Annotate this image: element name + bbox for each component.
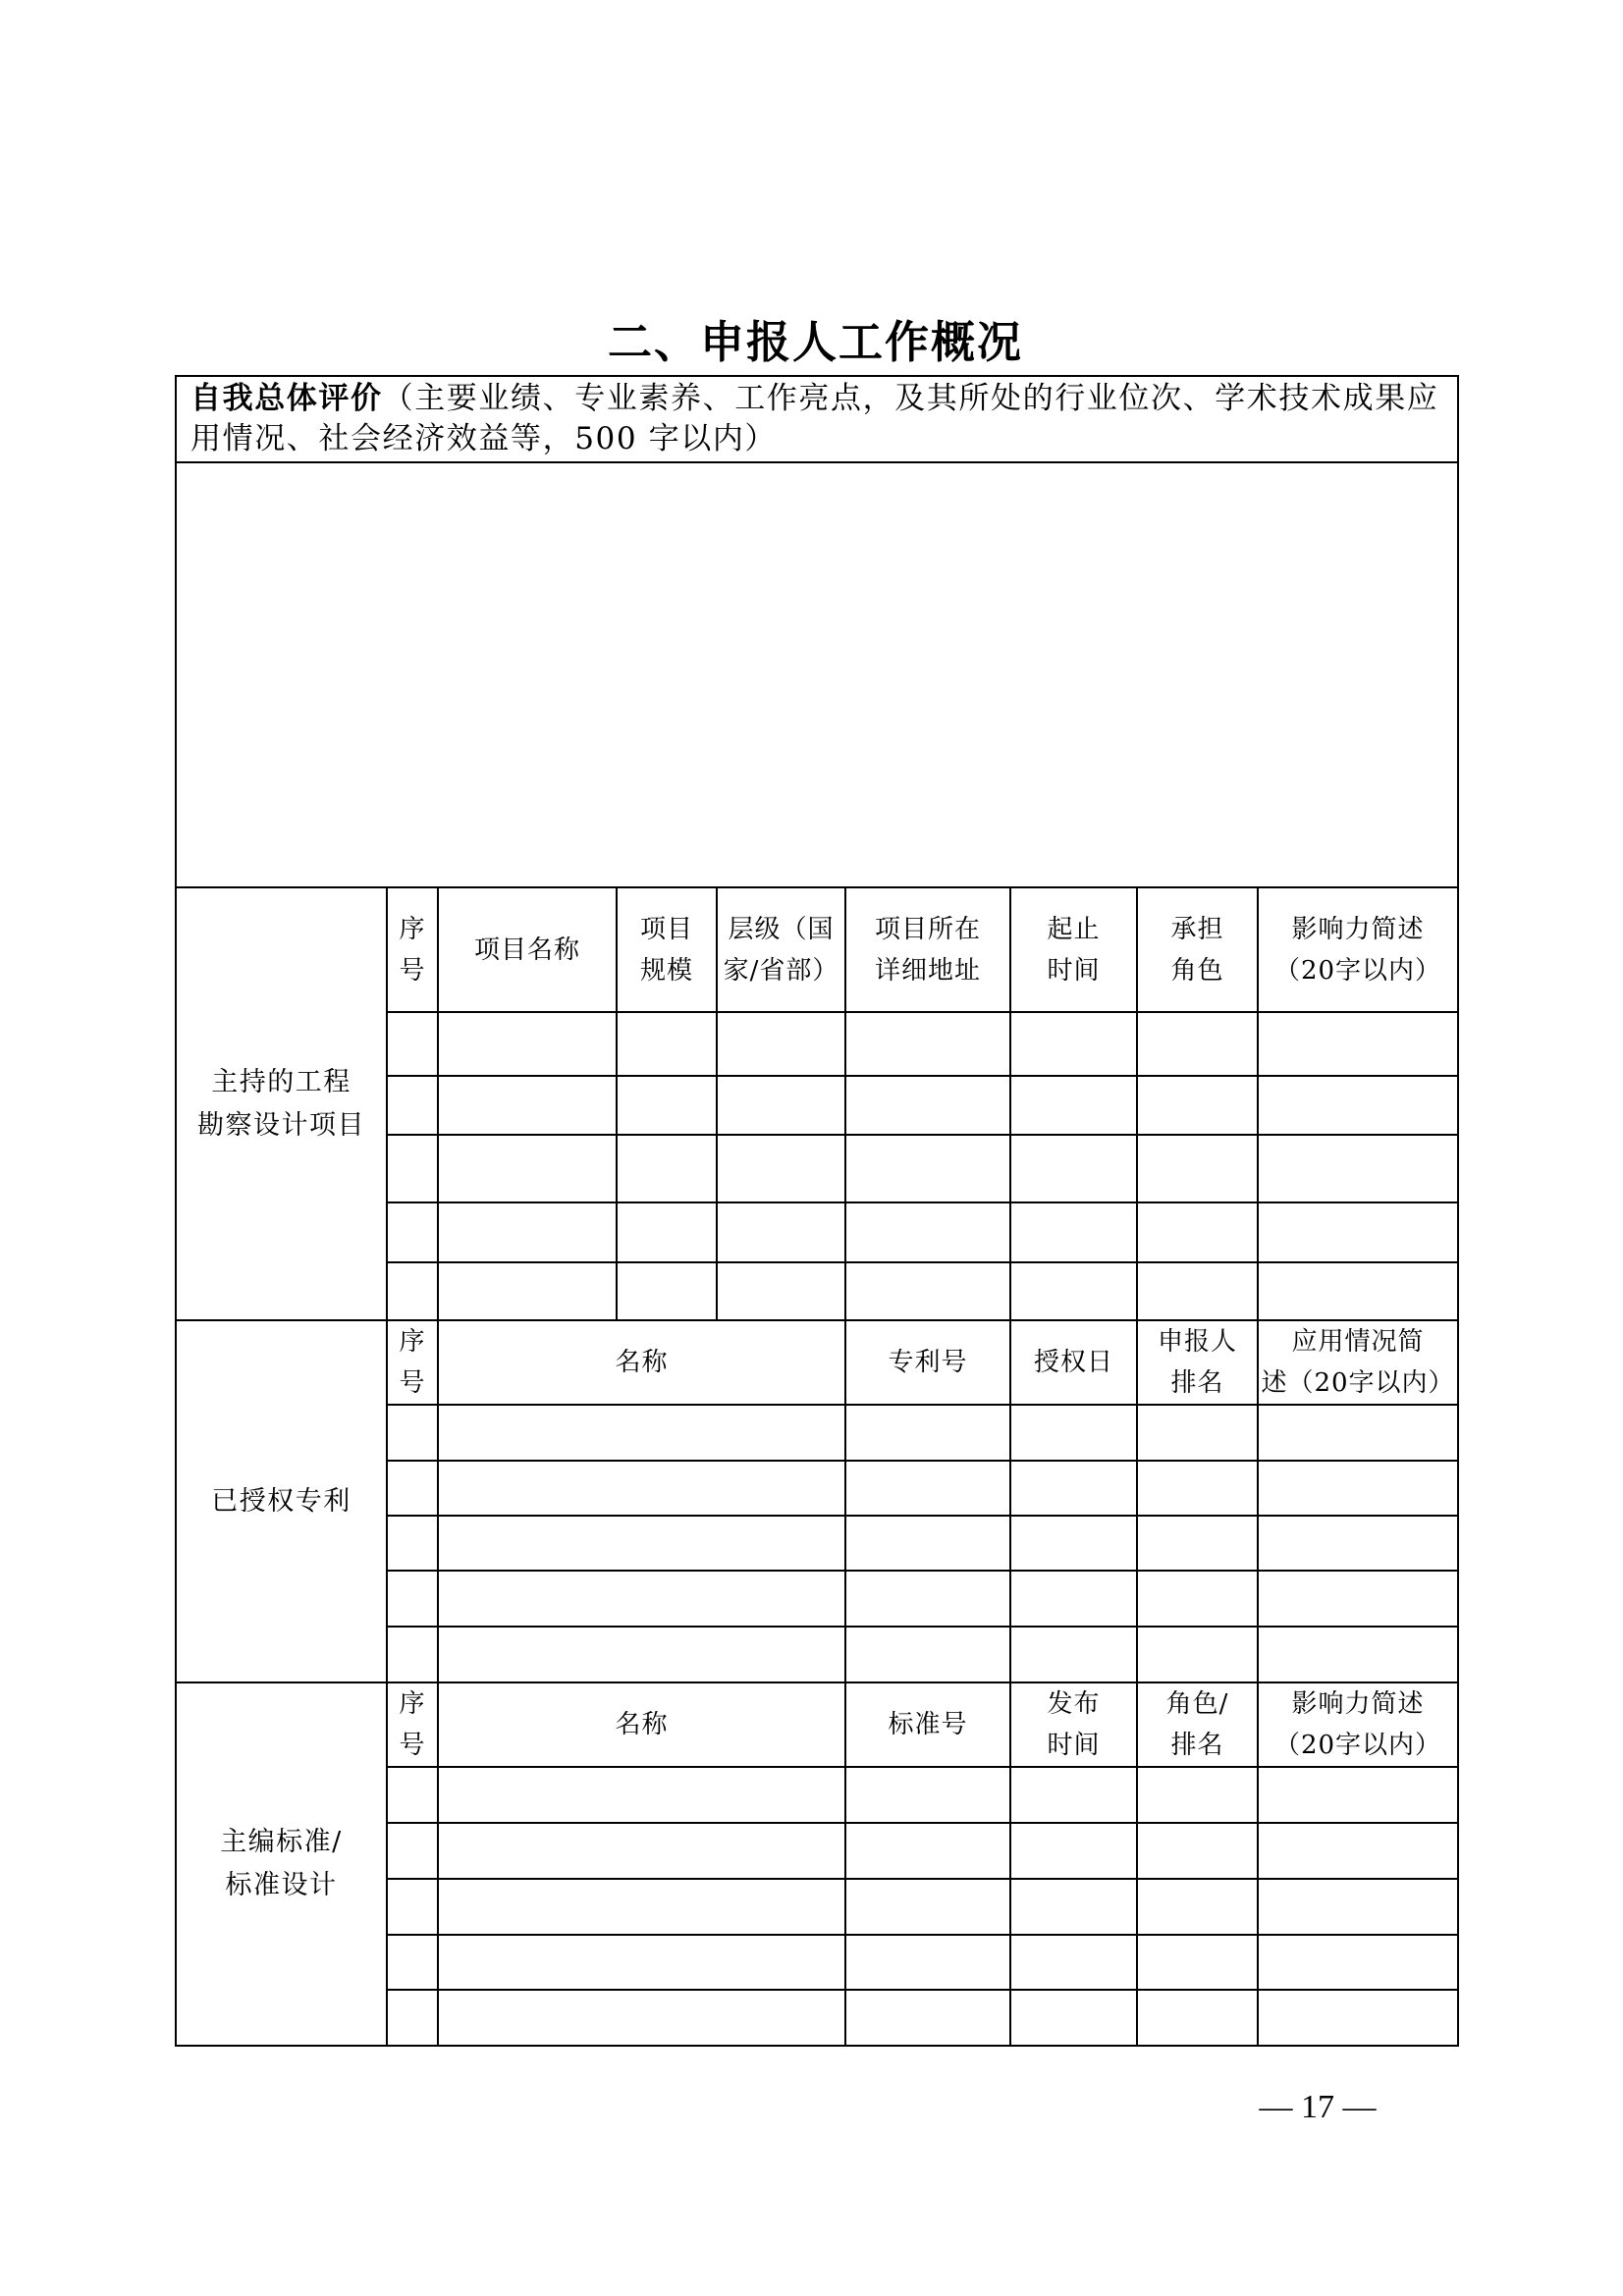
projects-cell-name	[438, 1012, 617, 1076]
patents-cell-grant-date	[1010, 1405, 1137, 1461]
projects-cell-impact	[1258, 1012, 1458, 1076]
projects-cell-name	[438, 1262, 617, 1320]
projects-cell-impact	[1258, 1262, 1458, 1320]
projects-cell-name	[438, 1076, 617, 1135]
patents-cell-application	[1258, 1405, 1458, 1461]
patents-cell-rank	[1137, 1627, 1258, 1682]
self-evaluation-header	[176, 376, 1458, 462]
standards-cell-impact	[1258, 1767, 1458, 1823]
standards-header-impact: 影响力简述 （20字以内）	[1258, 1682, 1458, 1767]
projects-cell-name	[438, 1135, 617, 1202]
projects-header-name: 项目名称	[438, 887, 617, 1012]
projects-cell-index	[387, 1202, 438, 1262]
self-evaluation-header-row	[176, 376, 1458, 462]
standards-cell-release-date	[1010, 1990, 1137, 2046]
projects-cell-index	[387, 1262, 438, 1320]
patents-cell-number	[845, 1516, 1010, 1571]
projects-header-address: 项目所在 详细地址	[845, 887, 1010, 1012]
patents-cell-number	[845, 1461, 1010, 1516]
standards-cell-role-rank	[1137, 1935, 1258, 1990]
standards-cell-role-rank	[1137, 1767, 1258, 1823]
patents-cell-application	[1258, 1461, 1458, 1516]
patents-cell-rank	[1137, 1461, 1258, 1516]
patents-cell-name	[438, 1627, 845, 1682]
page-number: — 17 —	[1259, 2089, 1377, 2125]
patents-header-row	[176, 1320, 1458, 1405]
patents-cell-name	[438, 1461, 845, 1516]
standards-cell-role-rank	[1137, 1879, 1258, 1935]
projects-cell-address	[845, 1262, 1010, 1320]
patents-cell-index	[387, 1405, 438, 1461]
page-title: 二、申报人工作概况	[607, 316, 1023, 368]
patents-cell-index	[387, 1516, 438, 1571]
projects-header-role: 承担 角色	[1137, 887, 1258, 1012]
patents-section-label: 已授权专利	[176, 1320, 387, 1682]
standards-cell-name	[438, 1935, 845, 1990]
patents-cell-number	[845, 1627, 1010, 1682]
projects-cell-role	[1137, 1202, 1258, 1262]
projects-cell-impact	[1258, 1076, 1458, 1135]
patents-cell-number	[845, 1571, 1010, 1627]
projects-cell-level	[717, 1012, 845, 1076]
patents-cell-grant-date	[1010, 1516, 1137, 1571]
projects-cell-period	[1010, 1135, 1137, 1202]
patents-header-application: 应用情况简 述（20字以内）	[1258, 1320, 1458, 1405]
patents-header-name: 名称	[438, 1320, 845, 1405]
standards-cell-name	[438, 1879, 845, 1935]
self-evaluation-hint: （主要业绩、专业素养、工作亮点，及其所处的行业位次、学术技术成果应用情况、社会经济效益等，500 字以内）	[190, 381, 1439, 456]
patents-cell-application	[1258, 1627, 1458, 1682]
patents-cell-name	[438, 1516, 845, 1571]
projects-cell-index	[387, 1076, 438, 1135]
self-evaluation-body-row	[176, 462, 1458, 887]
projects-cell-level	[717, 1262, 845, 1320]
projects-cell-level	[717, 1202, 845, 1262]
patents-cell-grant-date	[1010, 1571, 1137, 1627]
projects-cell-period	[1010, 1262, 1137, 1320]
projects-cell-role	[1137, 1262, 1258, 1320]
projects-cell-address	[845, 1076, 1010, 1135]
standards-cell-name	[438, 1990, 845, 2046]
standards-header-number: 标准号	[845, 1682, 1010, 1767]
projects-cell-role	[1137, 1135, 1258, 1202]
standards-header-row	[176, 1682, 1458, 1767]
patents-cell-rank	[1137, 1405, 1258, 1461]
patents-cell-name	[438, 1571, 845, 1627]
projects-cell-scale	[617, 1135, 717, 1202]
standards-cell-release-date	[1010, 1767, 1137, 1823]
standards-cell-name	[438, 1823, 845, 1879]
standards-header-index: 序 号	[387, 1682, 438, 1767]
projects-cell-level	[717, 1135, 845, 1202]
standards-cell-role-rank	[1137, 1990, 1258, 2046]
projects-cell-index	[387, 1012, 438, 1076]
standards-cell-index	[387, 1767, 438, 1823]
standards-cell-impact	[1258, 1990, 1458, 2046]
patents-cell-grant-date	[1010, 1461, 1137, 1516]
standards-section-label: 主编标准/ 标准设计	[176, 1682, 387, 2046]
projects-cell-impact	[1258, 1135, 1458, 1202]
projects-cell-level	[717, 1076, 845, 1135]
projects-section-label: 主持的工程 勘察设计项目	[176, 887, 387, 1320]
projects-header-scale: 项目 规模	[617, 887, 717, 1012]
projects-cell-address	[845, 1135, 1010, 1202]
projects-header-period: 起止 时间	[1010, 887, 1137, 1012]
projects-header-level: 层级（国 家/省部）	[717, 887, 845, 1012]
projects-cell-role	[1137, 1012, 1258, 1076]
standards-cell-release-date	[1010, 1935, 1137, 1990]
standards-cell-number	[845, 1990, 1010, 2046]
patents-cell-index	[387, 1627, 438, 1682]
projects-cell-role	[1137, 1076, 1258, 1135]
projects-cell-period	[1010, 1076, 1137, 1135]
standards-header-role-rank: 角色/ 排名	[1137, 1682, 1258, 1767]
standards-cell-index	[387, 1879, 438, 1935]
projects-cell-address	[845, 1012, 1010, 1076]
patents-cell-rank	[1137, 1571, 1258, 1627]
projects-cell-period	[1010, 1012, 1137, 1076]
patents-cell-rank	[1137, 1516, 1258, 1571]
patents-cell-application	[1258, 1571, 1458, 1627]
standards-cell-release-date	[1010, 1879, 1137, 1935]
standards-cell-number	[845, 1935, 1010, 1990]
standards-cell-role-rank	[1137, 1823, 1258, 1879]
standards-cell-release-date	[1010, 1823, 1137, 1879]
patents-cell-grant-date	[1010, 1627, 1137, 1682]
projects-header-impact: 影响力简述 （20字以内）	[1258, 887, 1458, 1012]
patents-header-number: 专利号	[845, 1320, 1010, 1405]
patents-header-grant-date: 授权日	[1010, 1320, 1137, 1405]
projects-cell-address	[845, 1202, 1010, 1262]
projects-cell-scale	[617, 1076, 717, 1135]
standards-header-name: 名称	[438, 1682, 845, 1767]
standards-cell-impact	[1258, 1879, 1458, 1935]
projects-cell-scale	[617, 1012, 717, 1076]
standards-cell-impact	[1258, 1935, 1458, 1990]
work-overview-form	[175, 375, 1459, 2047]
standards-cell-number	[845, 1879, 1010, 1935]
patents-header-rank: 申报人 排名	[1137, 1320, 1258, 1405]
standards-cell-number	[845, 1823, 1010, 1879]
standards-cell-impact	[1258, 1823, 1458, 1879]
projects-cell-scale	[617, 1202, 717, 1262]
standards-cell-index	[387, 1935, 438, 1990]
patents-cell-number	[845, 1405, 1010, 1461]
standards-cell-number	[845, 1767, 1010, 1823]
projects-cell-impact	[1258, 1202, 1458, 1262]
patents-cell-index	[387, 1571, 438, 1627]
projects-cell-period	[1010, 1202, 1137, 1262]
projects-header-index: 序 号	[387, 887, 438, 1012]
standards-cell-index	[387, 1990, 438, 2046]
self-evaluation-content-area	[176, 462, 1458, 887]
patents-cell-application	[1258, 1516, 1458, 1571]
projects-cell-scale	[617, 1262, 717, 1320]
patents-cell-index	[387, 1461, 438, 1516]
self-evaluation-label: 自我总体评价	[190, 381, 383, 416]
projects-cell-name	[438, 1202, 617, 1262]
standards-header-release-date: 发布 时间	[1010, 1682, 1137, 1767]
patents-header-index: 序 号	[387, 1320, 438, 1405]
projects-cell-index	[387, 1135, 438, 1202]
patents-cell-name	[438, 1405, 845, 1461]
standards-cell-name	[438, 1767, 845, 1823]
standards-cell-index	[387, 1823, 438, 1879]
projects-header-row	[176, 887, 1458, 1012]
